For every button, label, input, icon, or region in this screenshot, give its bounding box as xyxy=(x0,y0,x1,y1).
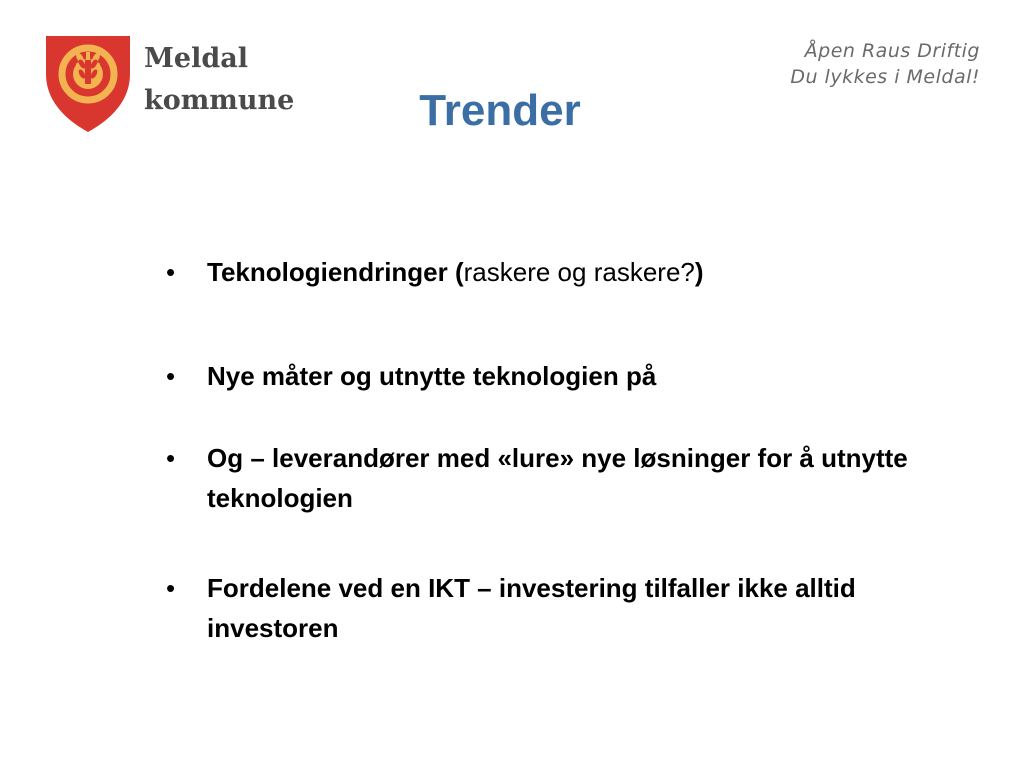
slogan-line2: Du lykkes i Meldal! xyxy=(790,66,980,88)
bullet-1-bold-a: Teknologiendringer ( xyxy=(207,257,464,287)
bullet-1-bold-b: ) xyxy=(694,257,704,287)
org-name-line2: kommune xyxy=(144,85,295,116)
slide-title: Trender xyxy=(419,86,581,135)
bullet-item-2: • Nye måter og utnytte teknologien på xyxy=(166,356,927,396)
bullet-item-1 xyxy=(166,252,927,292)
bullet-item-4: • Fordelene ved en IKT – investering tilfaller ikke alltid investoren xyxy=(166,568,927,648)
slogan-line1: Åpen Raus Driftig xyxy=(804,40,980,62)
slogan xyxy=(790,38,980,90)
bullet-1-normal: raskere og raskere? xyxy=(463,257,695,287)
org-name-line1: Meldal xyxy=(144,43,248,74)
bullet-item-3: • Og – leverandører med «lure» nye løsninger for å utnytte teknologien xyxy=(166,438,927,518)
